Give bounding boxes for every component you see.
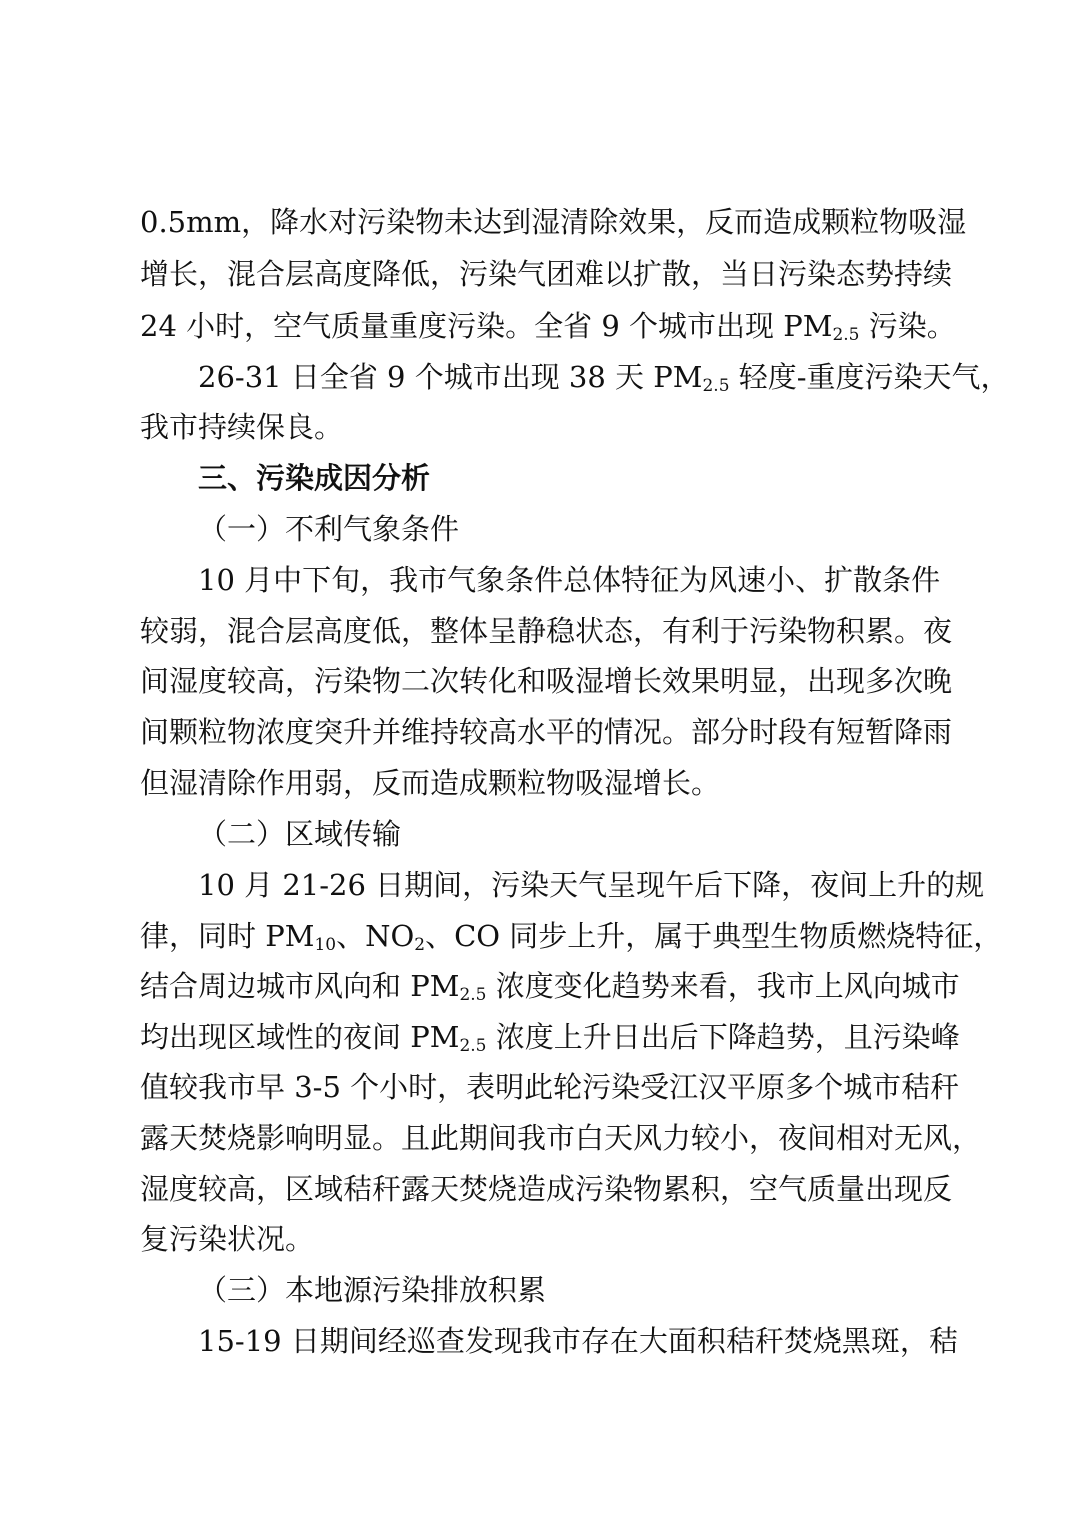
paragraph-line: 律，同时 $PM_{10}$、$NO_2$、CO 同步上升，属于典型生物质燃烧特征， <box>140 919 1003 955</box>
section-heading: 三、污染成因分析 <box>198 461 431 495</box>
paragraph-line: 26-31 日全省 9 个城市出现 38 天 $PM_{2.5}$ 轻度-重度污染天气， <box>198 360 1010 396</box>
paragraph-line: 间颗粒物浓度突升并维持较高水平的情况。部分时段有短暂降雨 <box>140 715 953 749</box>
paragraph-line: 湿度较高，区域秸秆露天焚烧造成污染物累积，空气质量出现反 <box>140 1172 953 1206</box>
paragraph-line: 15-19 日期间经巡查发现我市存在大面积秸秆焚烧黑斑，秸 <box>198 1324 958 1358</box>
paragraph-line: 结合周边城市风向和 $PM_{2.5}$ 浓度变化趋势来看，我市上风向城市 <box>140 969 960 1005</box>
paragraph-line: 10 月中下旬，我市气象条件总体特征为风速小、扩散条件 <box>198 563 941 597</box>
subsection-heading: （三）本地源污染排放积累 <box>198 1273 547 1307</box>
paragraph-line: 露天焚烧影响明显。且此期间我市白天风力较小，夜间相对无风， <box>140 1121 982 1155</box>
paragraph-line: 0.5mm，降水对污染物未达到湿清除效果，反而造成颗粒物吸湿 <box>140 205 967 239</box>
paragraph-line: 我市持续保良。 <box>140 410 344 444</box>
paragraph-line: 24 小时，空气质量重度污染。全省 9 个城市出现 $PM_{2.5}$ 污染。 <box>140 309 956 345</box>
paragraph-line: 复污染状况。 <box>140 1222 315 1256</box>
subsection-heading: （二）区域传输 <box>198 817 402 851</box>
subsection-heading: （一）不利气象条件 <box>198 512 460 546</box>
paragraph-line: 间湿度较高，污染物二次转化和吸湿增长效果明显，出现多次晚 <box>140 664 953 698</box>
paragraph-line: 较弱，混合层高度低，整体呈静稳状态，有利于污染物积累。夜 <box>140 614 953 648</box>
paragraph-line: 增长，混合层高度降低，污染气团难以扩散，当日污染态势持续 <box>140 257 953 291</box>
paragraph-line: 值较我市早 3-5 个小时，表明此轮污染受江汉平原多个城市秸秆 <box>140 1070 960 1104</box>
paragraph-line: 10 月 21-26 日期间，污染天气呈现午后下降，夜间上升的规 <box>198 868 985 902</box>
paragraph-line: 均出现区域性的夜间 $PM_{2.5}$ 浓度上升日出后下降趋势，且污染峰 <box>140 1020 960 1056</box>
paragraph-line: 但湿清除作用弱，反而造成颗粒物吸湿增长。 <box>140 766 721 800</box>
